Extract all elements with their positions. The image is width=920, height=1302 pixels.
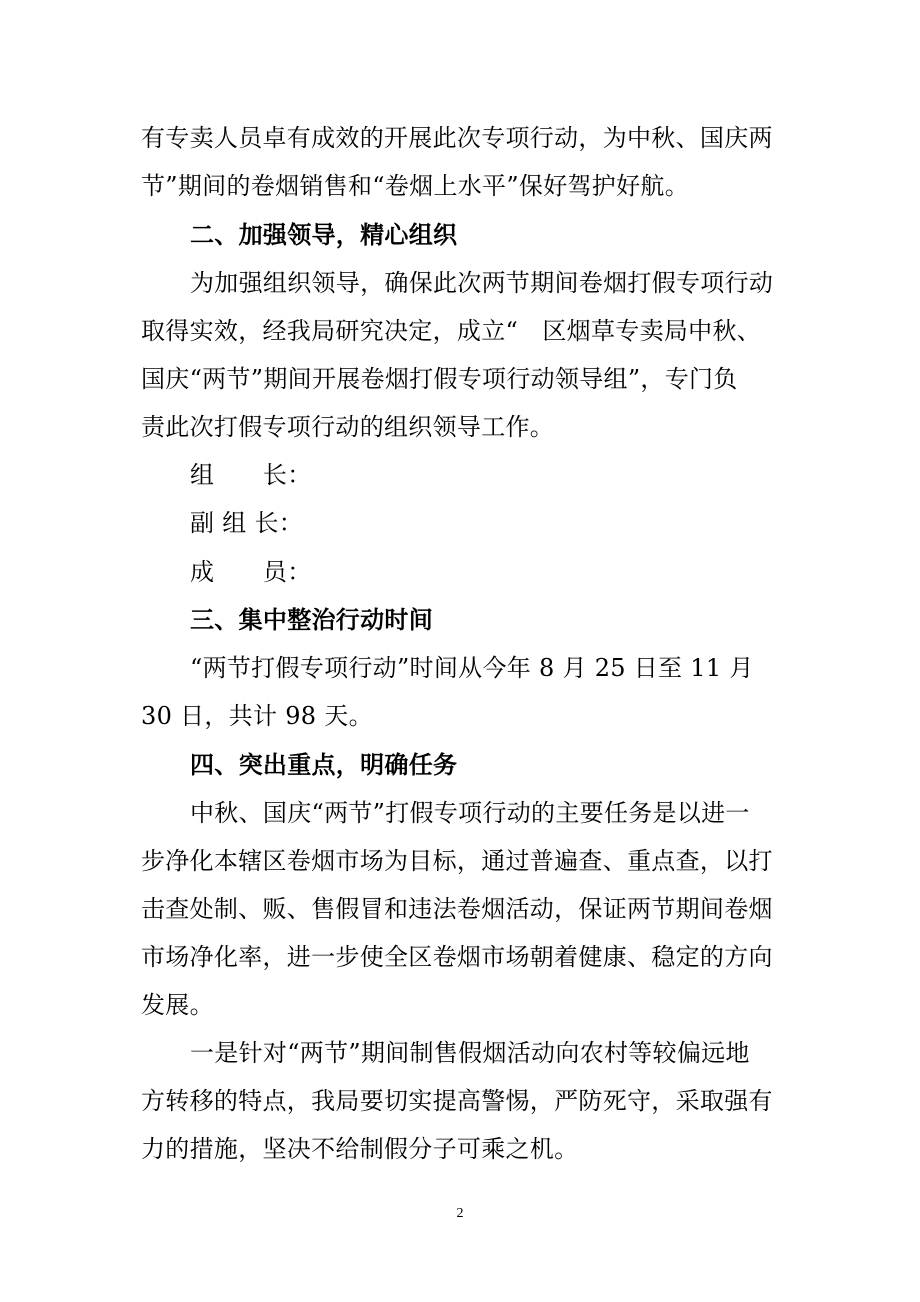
- section-heading-3: 三、集中整治行动时间: [190, 605, 433, 634]
- deputy-leader-label: 副 组 长：: [190, 509, 304, 537]
- leader-label: 组 长：: [190, 461, 312, 489]
- body-text-line: 力的措施，坚决不给制假分子可乘之机。: [141, 1135, 579, 1163]
- body-text-line: “两节打假专项行动”时间从今年 8 月 25 日至 11 月: [190, 654, 754, 682]
- body-text-line: 中秋、国庆“两节”打假专项行动的主要任务是以进一: [190, 799, 750, 827]
- body-text-line: 国庆“两节”期间开展卷烟打假专项行动领导组”，专门负: [141, 365, 738, 393]
- body-text-line: 节”期间的卷烟销售和“卷烟上水平”保好驾护好航。: [141, 172, 690, 200]
- page-number: 2: [456, 1206, 464, 1221]
- body-text-line: 市场净化率，进一步使全区卷烟市场朝着健康、稳定的方向: [141, 943, 773, 971]
- body-text-line: 一是针对“两节”期间制售假烟活动向农村等较偏远地: [190, 1039, 750, 1067]
- member-label: 成 员：: [190, 558, 312, 586]
- body-text-line: 有专卖人员卓有成效的开展此次专项行动，为中秋、国庆两: [141, 124, 773, 152]
- body-text-line: 步净化本辖区卷烟市场为目标，通过普遍查、重点查，以打: [141, 847, 773, 875]
- body-text-line: 取得实效，经我局研究决定，成立“ 区烟草专卖局中秋、: [141, 317, 762, 345]
- body-text-line: 责此次打假专项行动的组织领导工作。: [141, 413, 555, 441]
- body-text-line: 击查处制、贩、售假冒和违法卷烟活动，保证两节期间卷烟: [141, 895, 773, 923]
- section-heading-4: 四、突出重点，明确任务: [190, 750, 458, 779]
- body-text-line: 方转移的特点，我局要切实提高警惕，严防死守，采取强有: [141, 1087, 773, 1115]
- body-text-line: 为加强组织领导，确保此次两节期间卷烟打假专项行动: [190, 269, 774, 297]
- body-text-line: 发展。: [141, 991, 214, 1019]
- body-text-line: 30 日，共计 98 天。: [141, 702, 373, 730]
- section-heading-2: 二、加强领导，精心组织: [190, 220, 458, 249]
